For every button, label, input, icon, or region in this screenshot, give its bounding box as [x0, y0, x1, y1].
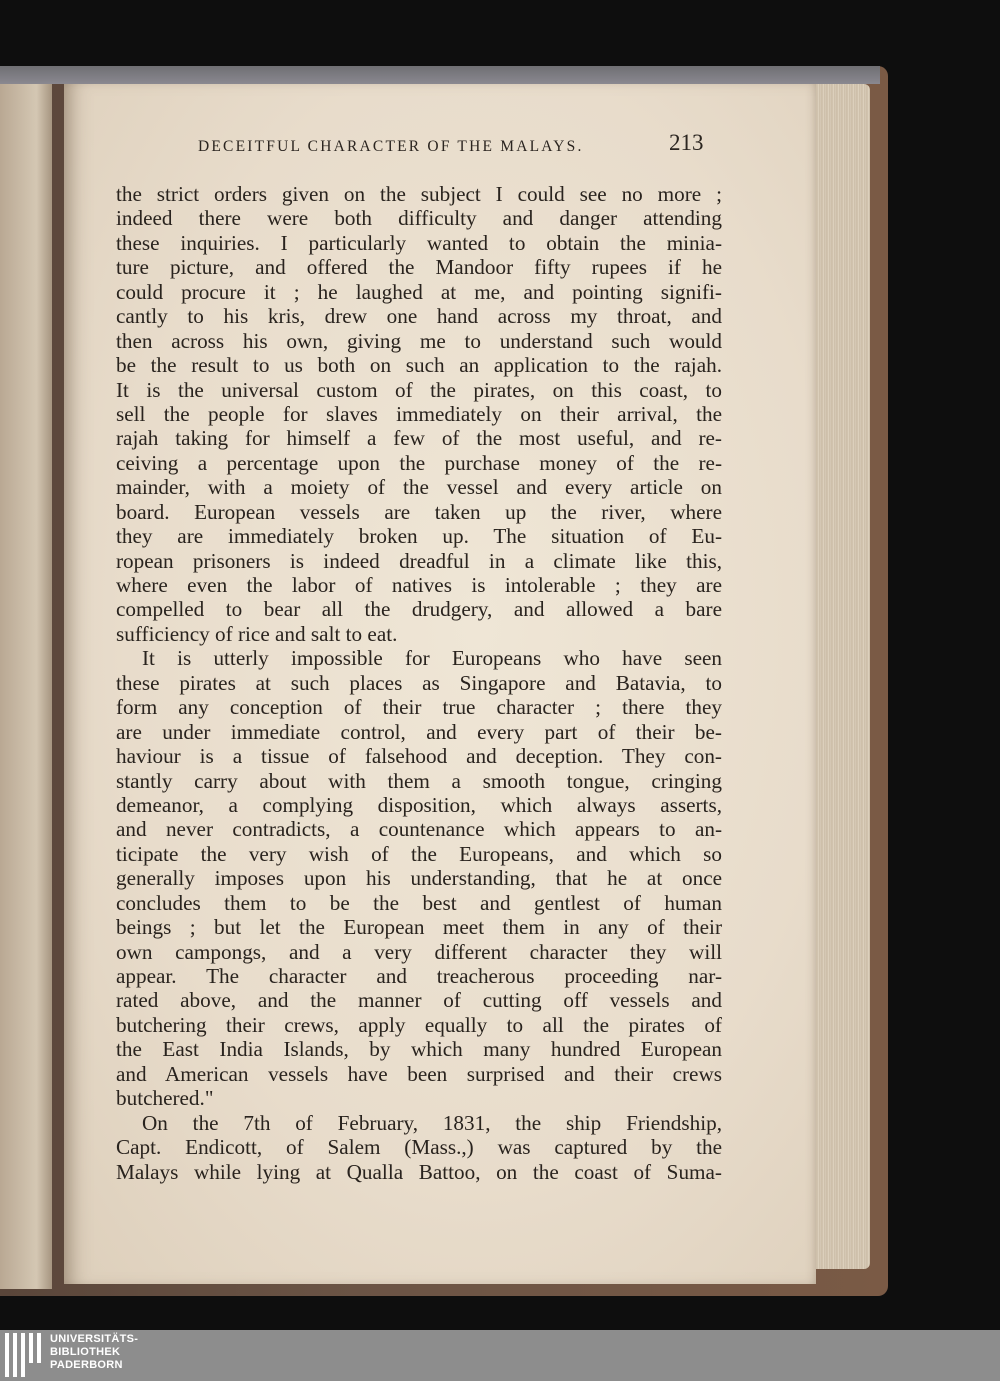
text-line: Capt. Endicott, of Salem (Mass.,) was captured by the — [116, 1135, 722, 1160]
running-head: DECEITFUL CHARACTER OF THE MALAYS. — [198, 138, 584, 155]
text-line: beings ; but let the European meet them in any of their — [116, 915, 722, 940]
text-line: could procure it ; he laughed at me, and pointing signifi- — [116, 279, 722, 304]
text-line: ticipate the very wish of the Europeans, and which so — [116, 841, 722, 866]
body-text — [116, 182, 722, 1184]
text-line: these pirates at such places as Singapore and Batavia, to — [116, 670, 722, 695]
text-line: appear. The character and treacherous proceeding nar- — [116, 964, 722, 988]
text-line: haviour is a tissue of falsehood and deception. They con- — [116, 744, 722, 769]
book-cover-top-edge — [0, 66, 880, 84]
library-name-line-3: PADERBORN — [50, 1359, 123, 1371]
text-line: mainder, with a moiety of the vessel and every article on — [116, 475, 722, 500]
text-line: then across his own, giving me to understand such would — [116, 328, 722, 353]
text-line: sell the people for slaves immediately on their arrival, the — [116, 401, 722, 426]
text-line: indeed there were both difficulty and danger attending — [116, 206, 722, 231]
text-line: stantly carry about with them a smooth tongue, cringing — [116, 768, 722, 793]
text-line: sufficiency of rice and salt to eat. — [116, 621, 398, 646]
text-line: compelled to bear all the drudgery, and allowed a bare — [116, 597, 722, 622]
text-line: ropean prisoners is indeed dreadful in a climate like this, — [116, 548, 722, 573]
library-name-line-1: UNIVERSITÄTS- — [50, 1333, 139, 1345]
book-page — [64, 84, 816, 1284]
previous-page-edge — [0, 84, 52, 1289]
text-line: rated above, and the manner of cutting off vessels and — [116, 988, 722, 1013]
text-line: these inquiries. I particularly wanted to obtain the minia- — [116, 230, 722, 255]
text-line: generally imposes upon his understanding, that he at once — [116, 866, 722, 891]
text-line: they are immediately broken up. The situation of Eu- — [116, 524, 722, 549]
library-footer-bar — [0, 1330, 1000, 1381]
text-line: board. European vessels are taken up the river, where — [116, 499, 722, 524]
text-line: ture picture, and offered the Mandoor fifty rupees if he — [116, 255, 722, 280]
text-line: butchered." — [116, 1086, 214, 1111]
text-line: On the 7th of February, 1831, the ship Friendship, — [142, 1110, 722, 1135]
text-line: and American vessels have been surprised and their crews — [116, 1061, 722, 1086]
text-line: the East India Islands, by which many hundred European — [116, 1037, 722, 1062]
text-line: cantly to his kris, drew one hand across my throat, and — [116, 304, 722, 329]
text-line: It is the universal custom of the pirates, on this coast, to — [116, 377, 722, 402]
text-line: where even the labor of natives is intolerable ; they are — [116, 573, 722, 597]
text-line: It is utterly impossible for Europeans who have seen — [142, 646, 722, 671]
text-line: and never contradicts, a countenance which appears to an- — [116, 817, 722, 842]
text-line: concludes them to be the best and gentlest of human — [116, 890, 722, 915]
text-line: the strict orders given on the subject I could see no more ; — [116, 182, 722, 206]
text-line: own campongs, and a very different character they will — [116, 939, 722, 964]
text-line: rajah taking for himself a few of the most useful, and re- — [116, 426, 722, 451]
text-line: demeanor, a complying disposition, which always asserts, — [116, 792, 722, 817]
text-line: are under immediate control, and every part of their be- — [116, 719, 722, 744]
text-line: butchering their crews, apply equally to all the pirates of — [116, 1012, 722, 1037]
library-name — [50, 1333, 138, 1372]
text-line: ceiving a percentage upon the purchase money of the re- — [116, 450, 722, 475]
text-line: be the result to us both on such an application to the rajah. — [116, 353, 722, 378]
text-line: form any conception of their true character ; there they — [116, 695, 722, 720]
library-logo-icon — [5, 1333, 41, 1377]
page-number: 213 — [669, 130, 704, 155]
library-name-line-2: BIBLIOTHEK — [50, 1346, 121, 1358]
text-line: Malays while lying at Qualla Battoo, on the coast of Suma- — [116, 1159, 722, 1184]
